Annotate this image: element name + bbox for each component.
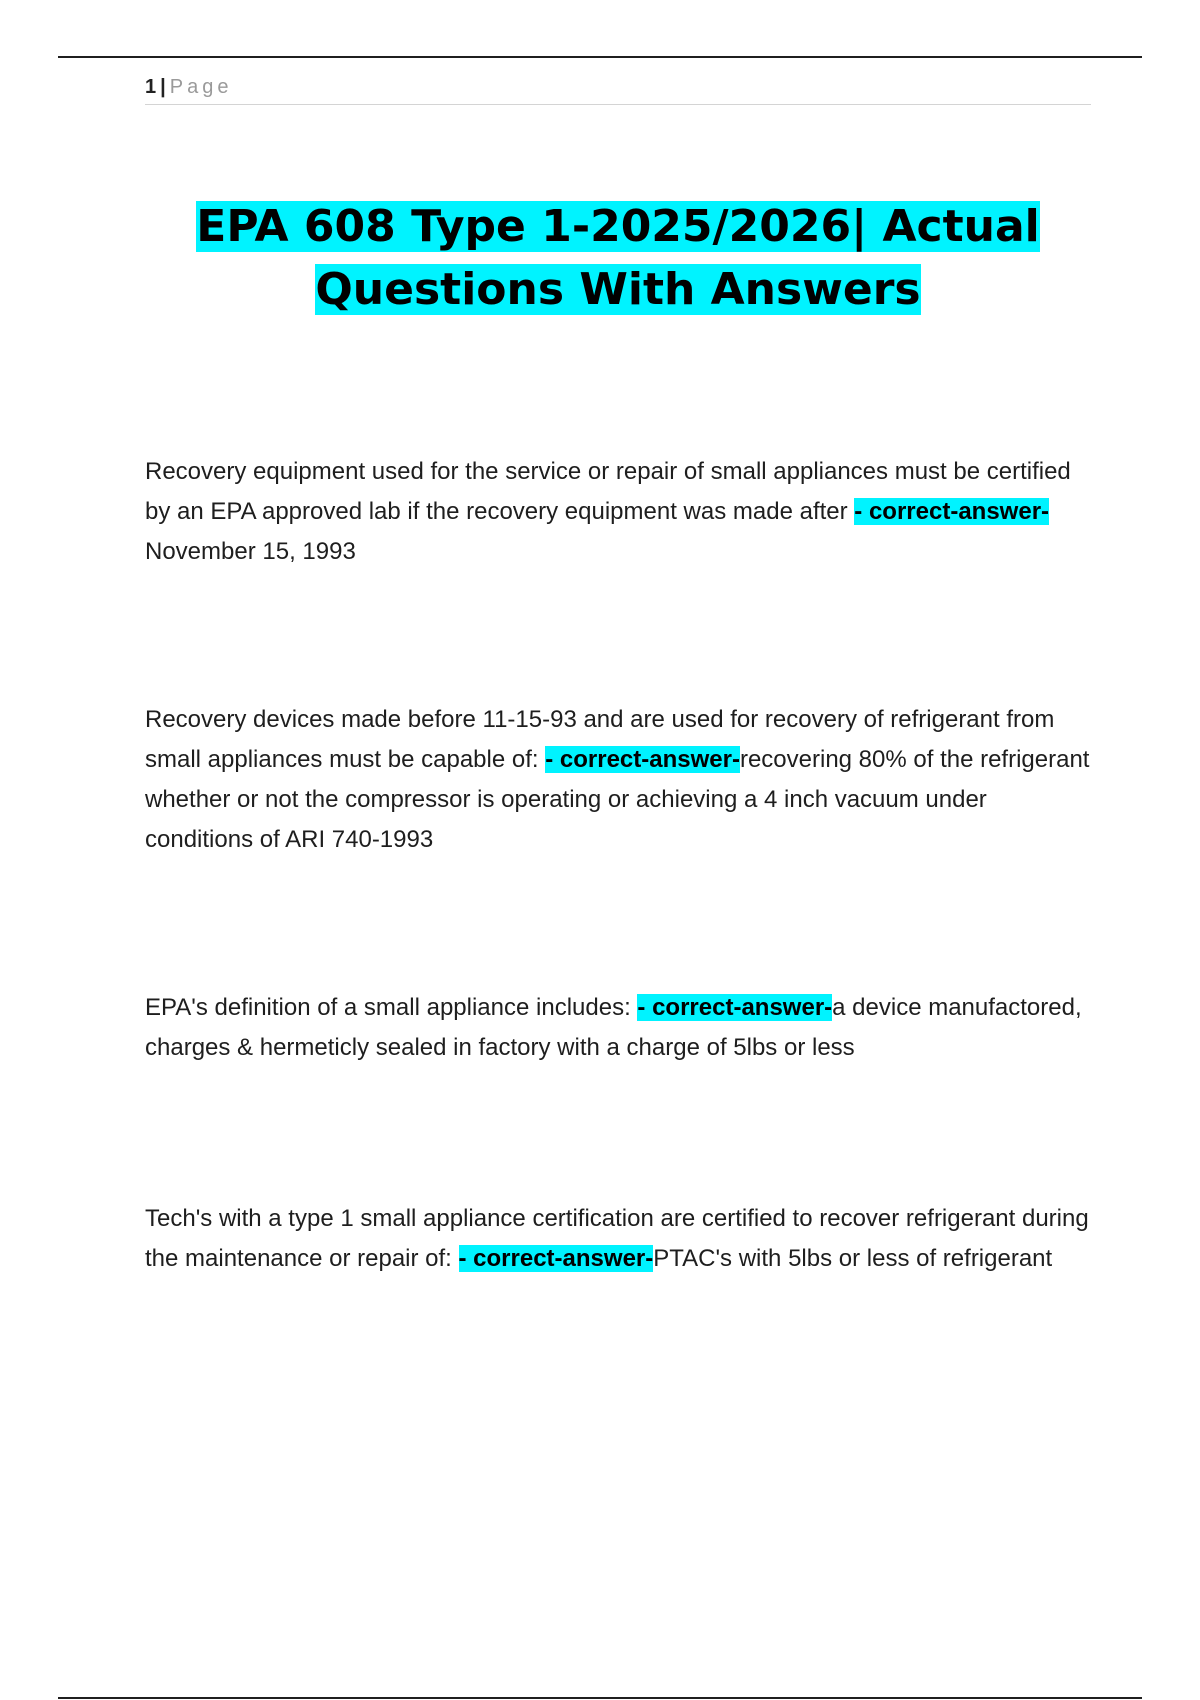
question-item-4: [145, 1199, 1091, 1279]
question-text: Recovery equipment used for the service or repair of small appliances must be certified by an EPA approved lab if the recovery equipment was made after: [145, 458, 1071, 525]
title-line-2: Questions With Answers: [315, 264, 921, 315]
page-header: [145, 74, 1091, 105]
answer-marker: - correct-answer-: [545, 746, 740, 773]
answer-text: PTAC's with 5lbs or less of refrigerant: [653, 1245, 1053, 1272]
answer-text: November 15, 1993: [145, 538, 356, 565]
question-item-1: [145, 452, 1091, 572]
answer-marker: - correct-answer-: [458, 1245, 654, 1272]
document-title: [145, 195, 1091, 321]
question-item-3: [145, 988, 1091, 1068]
page-label: Page: [169, 76, 233, 98]
title-line-1: EPA 608 Type 1-2025/2026| Actual: [196, 201, 1040, 252]
question-text: Tech's with a type 1 small appliance certification are certified to recover refrigerant during the maintenance or repair of:: [145, 1205, 1089, 1272]
answer-text: recovering 80% of the refrigerant whether or not the compressor is operating or achieving a 4 inch vacuum under conditions of ARI 740-1993: [145, 746, 1090, 853]
page-bottom-rule: [58, 1697, 1142, 1699]
question-item-2: [145, 700, 1091, 860]
question-text: Recovery devices made before 11-15-93 and are used for recovery of refrigerant from small appliances must be capable of:: [145, 706, 1055, 773]
page-top-rule: [58, 56, 1142, 58]
question-text: EPA's definition of a small appliance includes:: [145, 994, 638, 1021]
page-header-separator: |: [160, 76, 166, 98]
page-number: 1: [145, 76, 157, 98]
answer-marker: - correct-answer-: [637, 994, 833, 1021]
answer-marker: - correct-answer-: [854, 498, 1050, 525]
answer-text: a device manufactored, charges & hermeticly sealed in factory with a charge of 5lbs or less: [145, 994, 1082, 1061]
